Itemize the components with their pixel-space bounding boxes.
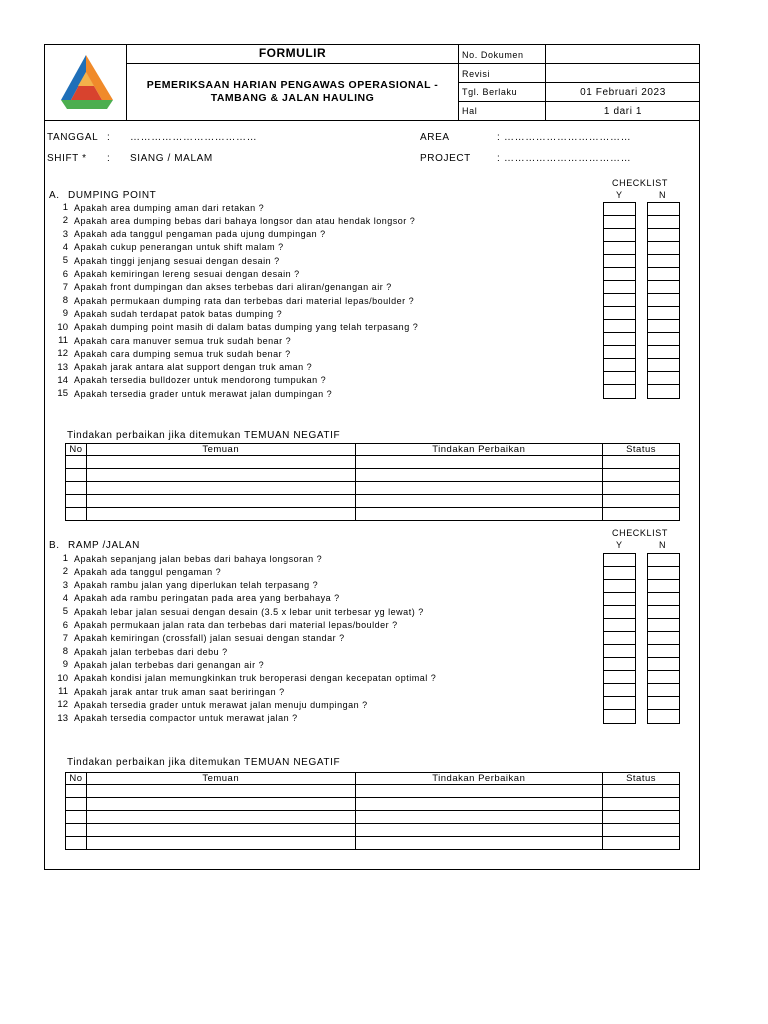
checklist-header: CHECKLIST [612, 178, 668, 188]
question-text: Apakah area dumping aman dari retakan ? [74, 202, 265, 213]
checklist-n-label: N [659, 190, 667, 200]
question-number: 10 [57, 321, 68, 333]
table-row [66, 785, 680, 798]
section-b-corrective-title: Tindakan perbaikan jika ditemukan TEMUAN NEGATIF [67, 757, 341, 768]
checkbox-no[interactable] [648, 567, 679, 580]
header-rule [458, 63, 700, 64]
status-cell[interactable] [603, 811, 680, 824]
table-row [66, 469, 680, 482]
section-a-question-row [48, 347, 291, 360]
question-text: Apakah tersedia grader untuk merawat jalan menuju dumpingan ? [74, 699, 368, 710]
checkbox-yes[interactable] [604, 671, 635, 684]
question-text: Apakah kondisi jalan memungkinkan truk beroperasi dengan kecepatan optimal ? [74, 673, 437, 684]
checkbox-no[interactable] [648, 671, 679, 684]
shift-label: SHIFT * [47, 153, 87, 164]
temuan-cell[interactable] [86, 811, 355, 824]
checkbox-yes[interactable] [604, 606, 635, 619]
temuan-cell[interactable] [86, 456, 355, 469]
temuan-cell[interactable] [86, 785, 355, 798]
question-text: Apakah ada rambu peringatan pada area yang berbahaya ? [74, 593, 340, 604]
checkbox-yes[interactable] [604, 229, 635, 242]
section-a-question-row [48, 294, 414, 307]
checkbox-yes[interactable] [604, 359, 635, 372]
question-number: 13 [57, 361, 68, 373]
tindakan-cell[interactable] [355, 495, 603, 508]
question-text: Apakah tersedia grader untuk merawat jalan dumpingan ? [74, 388, 333, 399]
checkbox-no[interactable] [648, 216, 679, 229]
question-text: Apakah jarak antara alat support dengan truk aman ? [74, 362, 313, 373]
section-b-question-row [48, 698, 368, 711]
tanggal-label: TANGGAL [47, 132, 99, 143]
temuan-cell[interactable] [86, 482, 355, 495]
checkbox-yes[interactable] [604, 580, 635, 593]
tindakan-cell[interactable] [355, 469, 603, 482]
section-b-question-row [48, 579, 318, 592]
question-number: 2 [62, 566, 68, 578]
tanggal-colon: : [107, 132, 111, 143]
question-text: Apakah ada tanggul pengaman pada ujung dumpingan ? [74, 229, 326, 240]
section-b-question-row [48, 645, 228, 658]
no-cell[interactable] [66, 456, 87, 469]
tindakan-cell[interactable] [355, 837, 603, 850]
section-a-question-row [48, 387, 332, 400]
question-number: 10 [57, 672, 68, 684]
checkbox-no[interactable] [648, 294, 679, 307]
section-a-corrective-title: Tindakan perbaikan jika ditemukan TEMUAN NEGATIF [67, 430, 341, 441]
question-number: 5 [62, 255, 68, 267]
no-cell[interactable] [66, 482, 87, 495]
question-number: 2 [62, 215, 68, 227]
form-subtitle-line2: TAMBANG & JALAN HAULING [210, 92, 375, 104]
checkbox-yes[interactable] [604, 619, 635, 632]
col-status-header: Status [603, 444, 680, 456]
checkbox-no[interactable] [648, 619, 679, 632]
question-number: 3 [62, 228, 68, 240]
checkbox-yes[interactable] [604, 333, 635, 346]
question-number: 15 [57, 388, 68, 400]
section-b-question-row [48, 565, 221, 578]
question-number: 7 [62, 632, 68, 644]
question-number: 8 [62, 295, 68, 307]
area-colon: : [497, 132, 501, 143]
section-a-question-row [48, 254, 280, 267]
checkbox-no[interactable] [648, 307, 679, 320]
temuan-cell[interactable] [86, 508, 355, 521]
checkbox-no[interactable] [648, 710, 679, 723]
col-status-header: Status [603, 773, 680, 785]
section-b-yes-column [603, 553, 636, 724]
checkbox-yes[interactable] [604, 697, 635, 710]
checkbox-yes[interactable] [604, 385, 635, 398]
checklist-y-label: Y [616, 190, 623, 200]
question-number: 9 [62, 308, 68, 320]
header-rule [458, 101, 700, 102]
question-number: 1 [62, 553, 68, 564]
no-cell[interactable] [66, 785, 87, 798]
section-b-question-row [48, 685, 285, 698]
no-cell[interactable] [66, 508, 87, 521]
checkbox-yes[interactable] [604, 346, 635, 359]
checkbox-no[interactable] [648, 255, 679, 268]
question-text: Apakah jarak antar truk aman saat beriringan ? [74, 686, 285, 697]
checkbox-yes[interactable] [604, 567, 635, 580]
question-number: 4 [62, 241, 68, 253]
page-label: Hal [462, 106, 478, 116]
section-b-question-row [48, 672, 436, 685]
question-text: Apakah permukaan dumping rata dan terbebas dari material lepas/boulder ? [74, 295, 415, 306]
section-a-question-row [48, 334, 291, 347]
no-cell[interactable] [66, 811, 87, 824]
header-rule [458, 82, 700, 83]
effective-date-value: 01 Februari 2023 [580, 87, 666, 98]
checkbox-yes[interactable] [604, 203, 635, 216]
checkbox-no[interactable] [648, 554, 679, 567]
question-text: Apakah front dumpingan dan akses terbebas dari aliran/genangan air ? [74, 282, 392, 293]
checkbox-yes[interactable] [604, 281, 635, 294]
table-row [66, 482, 680, 495]
status-cell[interactable] [603, 508, 680, 521]
project-colon: : [497, 153, 501, 164]
section-a-question-row [48, 201, 264, 214]
checkbox-no[interactable] [648, 645, 679, 658]
checkbox-no[interactable] [648, 632, 679, 645]
section-a-letter: A. [49, 190, 60, 201]
section-b-question-row [48, 632, 345, 645]
table-row [66, 508, 680, 521]
question-text: Apakah lebar jalan sesuai dengan desain (3.5 x lebar unit terbesar yg lewat) ? [74, 606, 424, 617]
checkbox-yes[interactable] [604, 216, 635, 229]
section-b-letter: B. [49, 540, 60, 551]
question-number: 6 [62, 268, 68, 280]
form-title: FORMULIR [258, 46, 327, 60]
section-b-question-row [48, 619, 398, 632]
question-text: Apakah dumping point masih di dalam batas dumping yang telah terpasang ? [74, 322, 419, 333]
checklist-y-label: Y [616, 540, 623, 550]
section-a-question-row [48, 281, 392, 294]
question-text: Apakah sudah terdapat patok batas dumping ? [74, 308, 283, 319]
col-temuan-header: Temuan [86, 444, 355, 456]
question-number: 9 [62, 659, 68, 671]
question-number: 5 [62, 606, 68, 618]
checkbox-no[interactable] [648, 320, 679, 333]
page-value: 1 dari 1 [603, 106, 643, 117]
question-text: Apakah cara dumping semua truk sudah benar ? [74, 348, 291, 359]
section-b-question-row [48, 658, 264, 671]
question-text: Apakah ada tanggul pengaman ? [74, 566, 222, 577]
area-field[interactable]: ……………………………… [504, 132, 632, 143]
checkbox-no[interactable] [648, 359, 679, 372]
checkbox-no[interactable] [648, 229, 679, 242]
tindakan-cell[interactable] [355, 824, 603, 837]
company-logo [55, 52, 117, 112]
question-text: Apakah kemiringan lereng sesuai dengan desain ? [74, 269, 300, 279]
checkbox-no[interactable] [648, 658, 679, 671]
question-number: 12 [57, 348, 68, 360]
tanggal-field[interactable]: ……………………………… [130, 132, 258, 143]
temuan-cell[interactable] [86, 837, 355, 850]
status-cell[interactable] [603, 469, 680, 482]
section-a-question-row [48, 268, 300, 281]
tindakan-cell[interactable] [355, 785, 603, 798]
temuan-cell[interactable] [86, 495, 355, 508]
table-row [66, 811, 680, 824]
col-temuan-header: Temuan [86, 773, 355, 785]
area-label: AREA [420, 132, 450, 143]
checkbox-no[interactable] [648, 268, 679, 281]
question-text: Apakah sepanjang jalan bebas dari bahaya longsoran ? [74, 553, 323, 564]
status-cell[interactable] [603, 837, 680, 850]
checkbox-no[interactable] [648, 333, 679, 346]
question-number: 1 [62, 202, 68, 213]
section-a-question-row [48, 374, 326, 387]
checkbox-no[interactable] [648, 385, 679, 398]
question-text: Apakah tinggi jenjang sesuai dengan desain ? [74, 255, 280, 266]
checkbox-yes[interactable] [604, 320, 635, 333]
tindakan-cell[interactable] [355, 456, 603, 469]
checkbox-yes[interactable] [604, 710, 635, 723]
col-tindakan-header: Tindakan Perbaikan [355, 773, 603, 785]
question-text: Apakah jalan terbebas dari debu ? [74, 646, 228, 657]
checkbox-no[interactable] [648, 684, 679, 697]
col-no-header: No [66, 773, 87, 785]
checkbox-no[interactable] [648, 372, 679, 385]
tindakan-cell[interactable] [355, 798, 603, 811]
question-number: 7 [62, 281, 68, 293]
table-row [66, 456, 680, 469]
question-number: 11 [58, 335, 68, 346]
question-text: Apakah permukaan jalan rata dan terbebas dari material lepas/boulder ? [74, 620, 398, 630]
question-text: Apakah tersedia compactor untuk merawat jalan ? [74, 713, 298, 724]
question-text: Apakah area dumping bebas dari bahaya longsor dan atau hendak longsor ? [74, 215, 416, 226]
question-number: 11 [58, 686, 68, 697]
table-row [66, 798, 680, 811]
section-b-no-column [647, 553, 680, 724]
section-a-question-row [48, 241, 284, 254]
checkbox-yes[interactable] [604, 632, 635, 645]
checkbox-yes[interactable] [604, 255, 635, 268]
checklist-header: CHECKLIST [612, 528, 668, 538]
section-b-question-row [48, 712, 298, 725]
status-cell[interactable] [603, 785, 680, 798]
checkbox-yes[interactable] [604, 307, 635, 320]
question-number: 12 [57, 699, 68, 711]
question-number: 8 [62, 646, 68, 658]
checkbox-no[interactable] [648, 281, 679, 294]
checkbox-yes[interactable] [604, 372, 635, 385]
shift-colon: : [107, 153, 111, 164]
section-a-question-row [48, 361, 312, 374]
tindakan-cell[interactable] [355, 811, 603, 824]
no-cell[interactable] [66, 824, 87, 837]
section-b-question-row [48, 552, 322, 565]
checkbox-yes[interactable] [604, 684, 635, 697]
header-bottom-rule [44, 120, 700, 121]
checkbox-yes[interactable] [604, 242, 635, 255]
checkbox-yes[interactable] [604, 645, 635, 658]
col-no-header: No [66, 444, 87, 456]
checkbox-no[interactable] [648, 580, 679, 593]
checkbox-yes[interactable] [604, 658, 635, 671]
status-cell[interactable] [603, 798, 680, 811]
checkbox-yes[interactable] [604, 554, 635, 567]
checkbox-yes[interactable] [604, 268, 635, 281]
temuan-cell[interactable] [86, 824, 355, 837]
temuan-cell[interactable] [86, 798, 355, 811]
temuan-cell[interactable] [86, 469, 355, 482]
question-number: 3 [62, 579, 68, 591]
question-number: 6 [62, 619, 68, 631]
no-cell[interactable] [66, 837, 87, 850]
table-row [66, 495, 680, 508]
col-tindakan-header: Tindakan Perbaikan [355, 444, 603, 456]
section-a-title: DUMPING POINT [68, 190, 157, 201]
project-field[interactable]: ……………………………… [504, 153, 632, 164]
section-a-corrective-table [65, 443, 680, 521]
question-text: Apakah cukup penerangan untuk shift malam ? [74, 242, 284, 253]
section-a-yes-column [603, 202, 636, 399]
status-cell[interactable] [603, 824, 680, 837]
question-text: Apakah kemiringan (crossfall) jalan sesuai dengan standar ? [74, 633, 345, 644]
section-b-question-row [48, 605, 424, 618]
status-cell[interactable] [603, 456, 680, 469]
checkbox-yes[interactable] [604, 593, 635, 606]
status-cell[interactable] [603, 482, 680, 495]
header-rule [126, 63, 459, 64]
no-cell[interactable] [66, 798, 87, 811]
section-b-corrective-table [65, 772, 680, 850]
section-a-question-row [48, 307, 282, 320]
question-number: 14 [57, 374, 68, 386]
checkbox-yes[interactable] [604, 294, 635, 307]
tindakan-cell[interactable] [355, 482, 603, 495]
revision-label: Revisi [462, 69, 491, 79]
tindakan-cell[interactable] [355, 508, 603, 521]
checkbox-no[interactable] [648, 606, 679, 619]
table-row [66, 837, 680, 850]
effective-date-label: Tgl. Berlaku [462, 87, 518, 97]
checkbox-no[interactable] [648, 697, 679, 710]
section-a-no-column [647, 202, 680, 399]
checkbox-no[interactable] [648, 242, 679, 255]
form-subtitle-line1: PEMERIKSAAN HARIAN PENGAWAS OPERASIONAL - [146, 79, 439, 91]
doc-no-label: No. Dokumen [462, 50, 524, 60]
form-subtitle [127, 79, 458, 105]
no-cell[interactable] [66, 469, 87, 482]
checklist-n-label: N [659, 540, 667, 550]
table-row [66, 824, 680, 837]
status-cell[interactable] [603, 495, 680, 508]
question-number: 4 [62, 592, 68, 604]
section-b-title: RAMP /JALAN [68, 540, 140, 551]
no-cell[interactable] [66, 495, 87, 508]
question-text: Apakah rambu jalan yang diperlukan telah terpasang ? [74, 580, 319, 591]
checkbox-no[interactable] [648, 203, 679, 216]
shift-field[interactable]: SIANG / MALAM [130, 153, 213, 164]
section-a-question-row [48, 321, 418, 334]
question-text: Apakah jalan terbebas dari genangan air ? [74, 659, 265, 670]
section-a-question-row [48, 228, 326, 241]
question-number: 13 [57, 712, 68, 724]
checkbox-no[interactable] [648, 593, 679, 606]
project-label: PROJECT [420, 153, 471, 164]
section-a-question-row [48, 214, 415, 227]
question-text: Apakah tersedia bulldozer untuk mendorong tumpukan ? [74, 375, 327, 386]
question-text: Apakah cara manuver semua truk sudah benar ? [74, 335, 292, 346]
checkbox-no[interactable] [648, 346, 679, 359]
section-b-question-row [48, 592, 340, 605]
